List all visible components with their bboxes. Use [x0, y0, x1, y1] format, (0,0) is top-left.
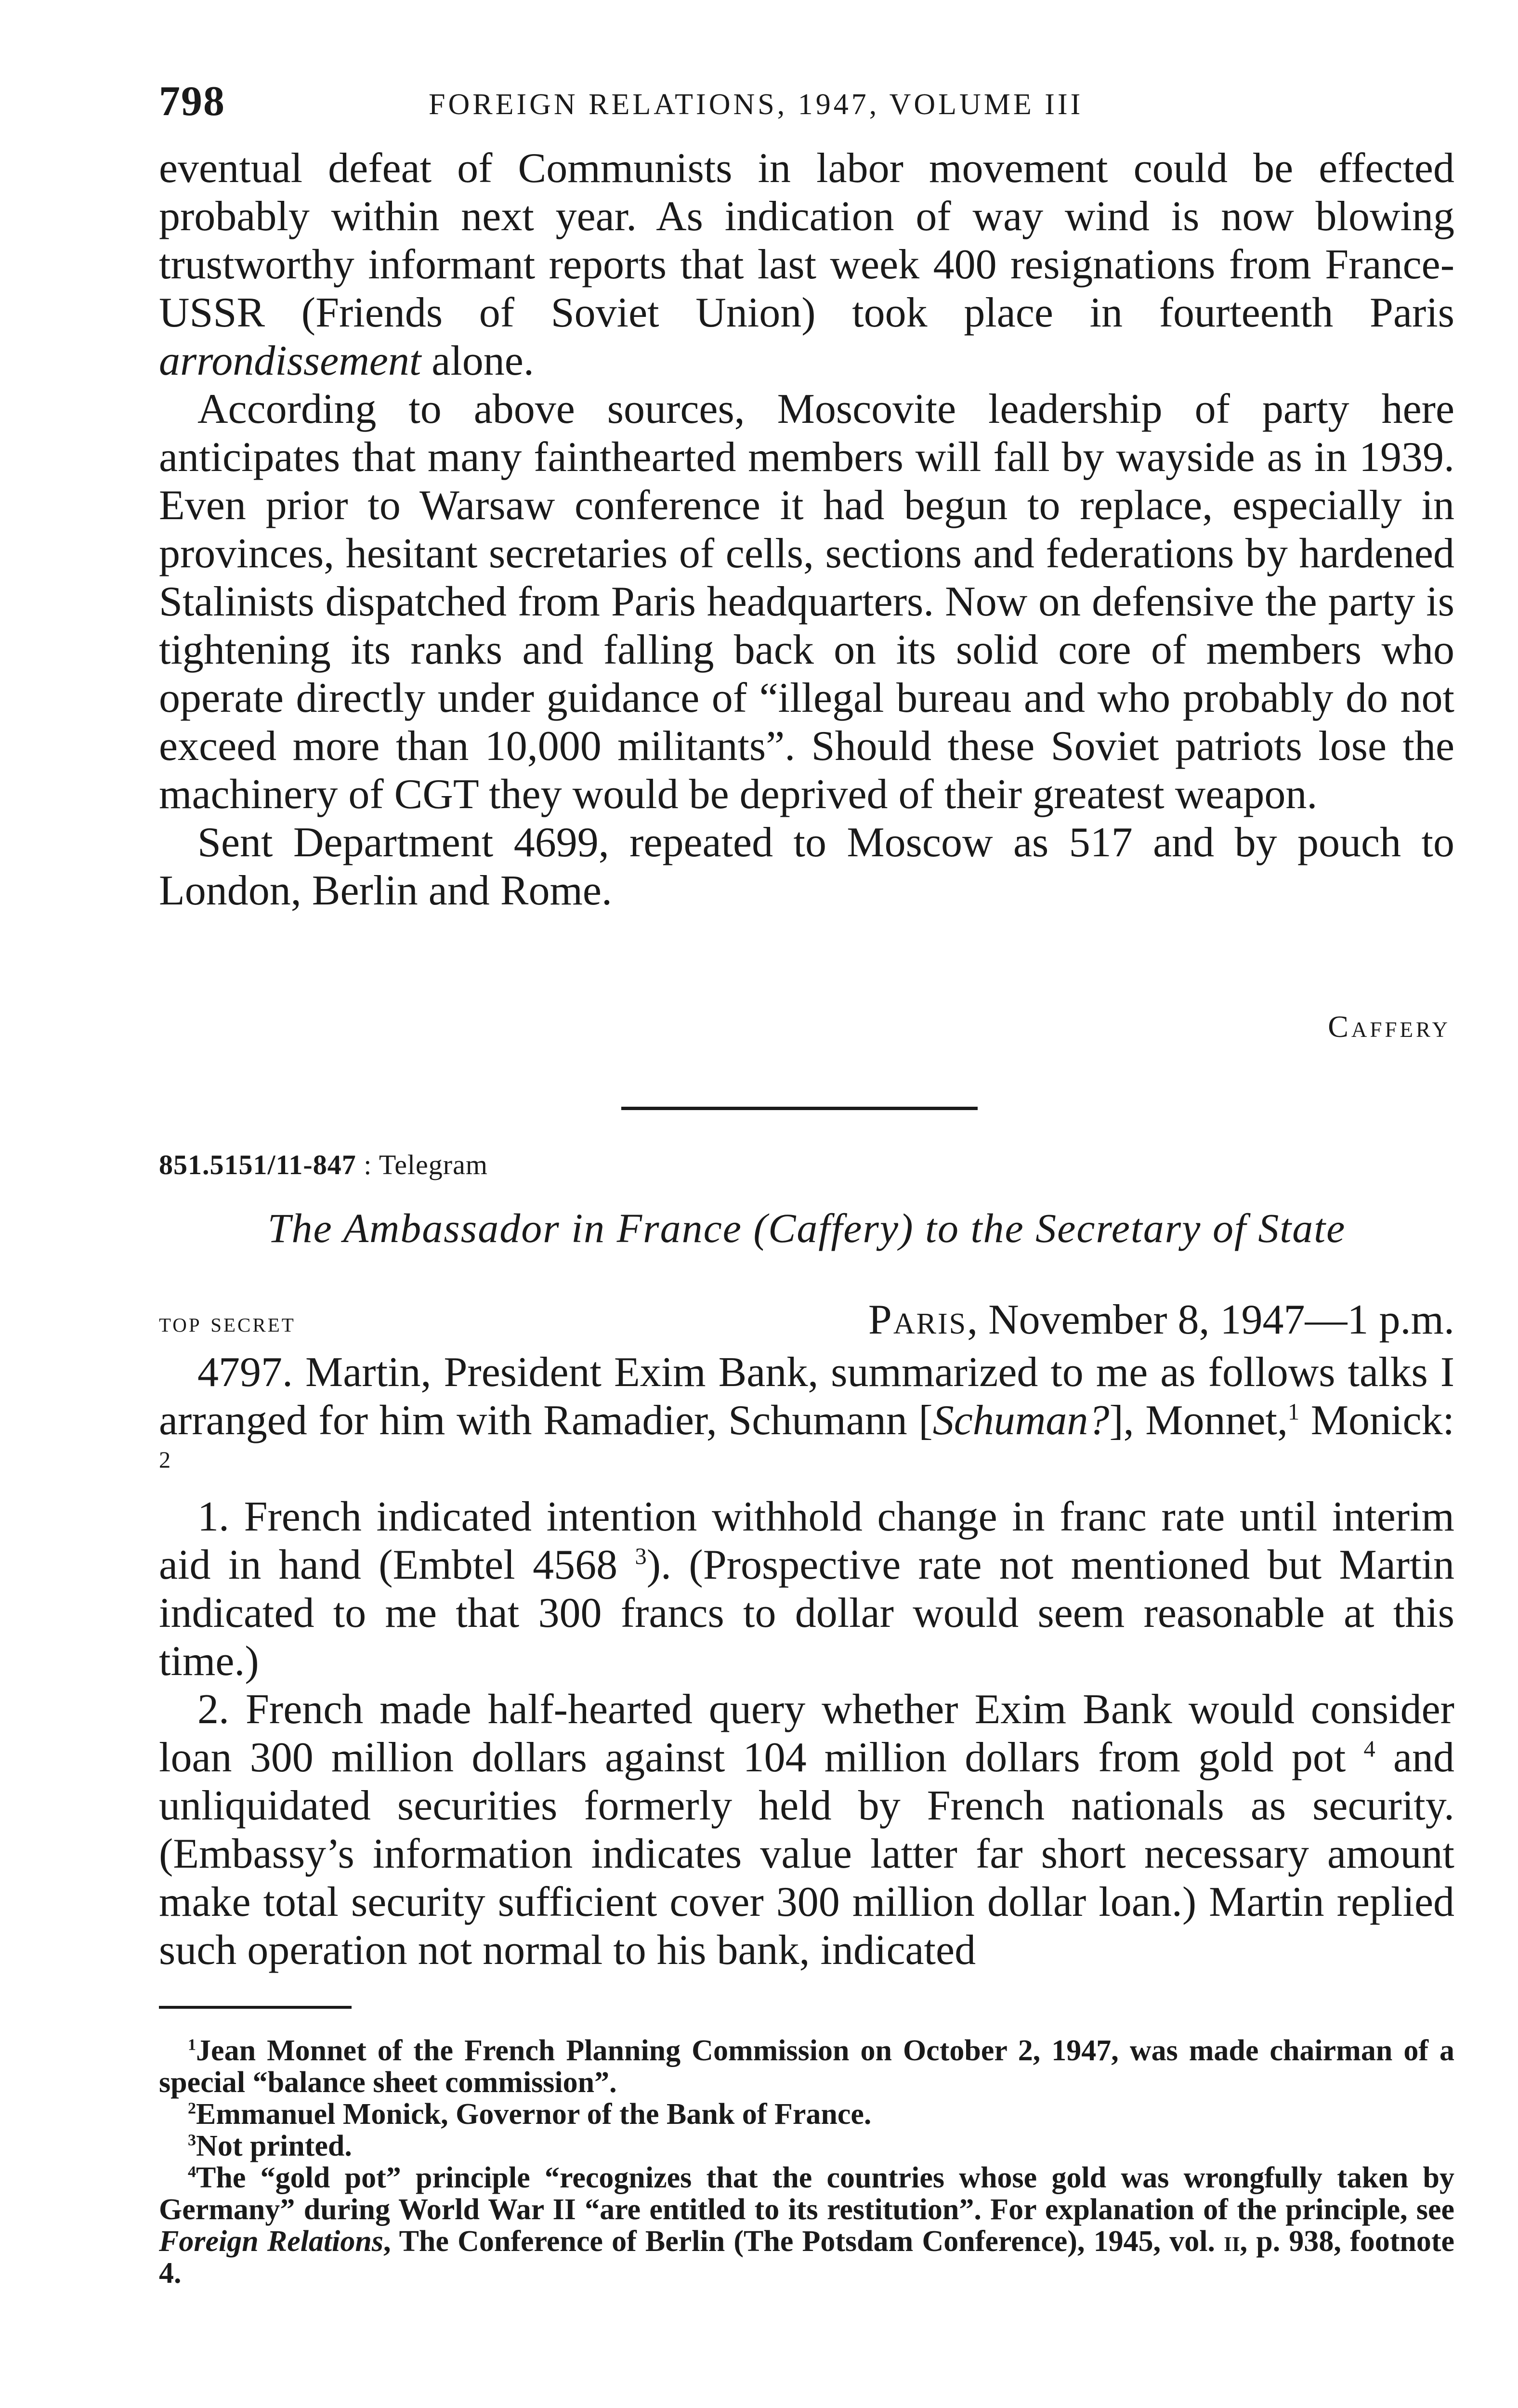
running-head-title: FOREIGN RELATIONS, 1947, VOLUME III: [429, 88, 1084, 121]
footnotes: [159, 2035, 1454, 2289]
paragraph: 1. French indicated intention withhold change in franc rate until interim aid in hand (Embtel 4568 $^3$). (Prospective rate not mentioned but Martin indicated to me that 300 francs to dollar would seem reasonable at this time.): [159, 1493, 1455, 1685]
footnote-ref: 4: [1363, 1736, 1375, 1762]
paragraph: Sent Department 4699, repeated to Moscow as 517 and by pouch to London, Berlin and Rome.: [159, 819, 1454, 914]
classification-dateline: [159, 1296, 1454, 1344]
document-title: The Ambassador in France (Caffery) to the Secretary of State: [267, 1205, 1346, 1251]
dateline: Paris, November 8, 1947—1 p.m.: [868, 1296, 1454, 1343]
footnote: $^3$Not printed.: [188, 2130, 352, 2162]
file-reference: 851.5151/11-847 : Telegram: [159, 1149, 488, 1180]
footnote-ref: 3: [635, 1544, 647, 1570]
running-header: [159, 77, 1454, 130]
signature: Caffery: [1328, 1009, 1451, 1044]
paragraph: According to above sources, Moscovite leadership of party here anticipates that many fainthearted members will fall by wayside as in 1939. Even prior to Warsaw conference it had begun to replace, especially in provinces, hesitant secretaries of cells, sections and federations by hardened Stalinists dispatched from Paris headquarters. Now on defensive the party is tightening its ranks and falling back on its solid core of members who operate directly under guidance of “illegal bureau and who probably do not exceed more than 10,000 militants”. Should these Soviet patriots lose the machinery of CGT they would be deprived of their greatest weapon.: [159, 386, 1454, 818]
section-divider: [621, 1107, 978, 1110]
footnote-divider: [159, 2006, 352, 2009]
telegram-text: [159, 1348, 1454, 1975]
paragraph: 4797. Martin, President Exim Bank, summarized to me as follows talks I arranged for him with Ramadier, Schumann [Schuman?], Monnet,$^1$ Monick: $^2$: [159, 1349, 1455, 1473]
footnote: $^1$Jean Monnet of the French Planning Commission on October 2, 1947, was made chairman of a special “balance sheet commission”.: [159, 2034, 1454, 2099]
previous-document-text: [159, 144, 1454, 915]
page-number: 798: [159, 78, 225, 125]
paragraph: eventual defeat of Communists in labor movement could be effected probably within next year. As indication of way wind is now blowing trustworthy informant reports that last week 400 resignations from France-USSR (Friends of Soviet Union) took place in fourteenth Paris arrondissement alone.: [159, 145, 1454, 384]
footnote: $^2$Emmanuel Monick, Governor of the Bank of France.: [188, 2098, 872, 2131]
classification-marking: top secret: [159, 1307, 296, 1338]
footnote-ref: 1: [1288, 1399, 1300, 1425]
footnote-ref: 2: [159, 1447, 171, 1473]
paragraph: 2. French made half-hearted query whether Exim Bank would consider loan 300 million dollars against 104 million dollars from gold pot $^4$ and unliquidated securities formerly held by French nationals as security. (Embassy’s information indicates value latter far short necessary amount make total security sufficient cover 300 million dollar loan.) Martin replied such operation not normal to his bank, indicated: [159, 1686, 1455, 1974]
footnote: $^4$The “gold pot” principle “recognizes that the countries whose gold was wrongfully taken by Germany” during World War II “are entitled to its restitution”. For explanation of the principle, see Foreign Relations, The Conference of Berlin (The Potsdam Conference), 1945, vol. ii, p. 938, footnote 4.: [159, 2161, 1455, 2290]
